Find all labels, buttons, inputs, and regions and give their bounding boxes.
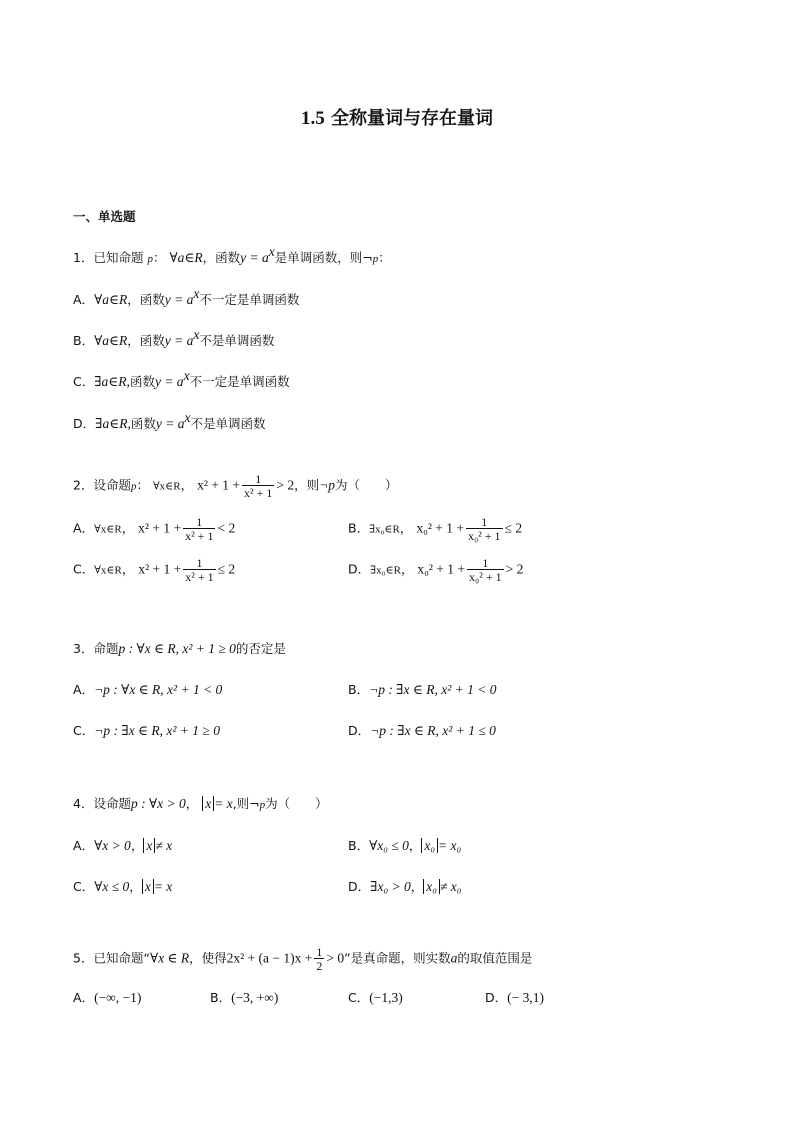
question-2-option-a: A．∀x∈R， x² + 1 + $\frac{1}{\text{x² + 1}}$ < 2 [73,515,236,543]
question-2-option-c: C．∀x∈R， x² + 1 + $\frac{1}{\text{x² + 1}}$ ≤ 2 [73,556,236,584]
question-3-stem: 3．命题p : ∀x ∈ R, x² + 1 ≥ 0的否定是 [73,641,286,656]
question-2-option-d: D．∃x₀∈R， x₀² + 1 + $\frac{1}{\text{x₀² + 1}}$ > 2 [348,556,524,584]
page-title: 1.5 全称量词与存在量词 [300,108,494,129]
question-4-stem: 4．设命题p : ∀x > 0， x = x,则¬p为（ ） [73,796,328,811]
section-heading: 一、单选题 [73,209,136,224]
question-1-option-c: C．∃a∈R,函数$y = a^x$不一定是单调函数 [73,368,290,389]
question-5-option-b: B．(−3, +∞) [210,990,279,1005]
question-3-option-d: D．¬p : ∃x ∈ R, x² + 1 ≤ 0 [348,723,496,738]
question-2-stem: 2．设命题p： ∀x∈R， x² + 1 + $\frac{1}{\text{x² + 1}}$ > 2，则¬p为（ ） [73,472,398,500]
question-5-stem: 5．已知命题“∀x ∈ R，使得2x² + (a − 1)x + $\frac{1}{2}$ > 0”是真命题，则实数a的取值范围是 [73,945,533,973]
question-5-option-d: D．(− 3,1) [485,990,544,1005]
question-1-stem: 1．已知命题 p： ∀a∈R，函数$y = a^x$是单调函数，则¬p： [73,244,391,265]
question-3-option-b: B．¬p : ∃x ∈ R, x² + 1 < 0 [348,682,497,697]
question-5-option-c: C．(−1,3) [348,990,403,1005]
question-2-option-b: B．∃x₀∈R， x₀² + 1 + $\frac{1}{\text{x₀² + 1}}$ ≤ 2 [348,515,523,543]
question-1-option-b: B．∀a∈R，函数$y = a^x$不是单调函数 [73,327,275,348]
question-3-option-a: A．¬p : ∀x ∈ R, x² + 1 < 0 [73,682,223,697]
question-4-option-d: D．∃x₀ > 0， x₀ ≠ x₀ [348,879,462,894]
question-4-option-b: B．∀x₀ ≤ 0， x₀ = x₀ [348,838,462,853]
fraction: $\frac{1}{\text{x² + 1}}$ [244,472,273,500]
question-1-option-d: D．∃a∈R,函数$y = a^x$不是单调函数 [73,410,266,431]
question-4-option-a: A．∀x > 0， x ≠ x [73,838,173,853]
question-4-option-c: C．∀x ≤ 0， x = x [73,879,173,894]
question-3-option-c: C．¬p : ∃x ∈ R, x² + 1 ≥ 0 [73,723,220,738]
question-1-option-a: A．∀a∈R，函数$y = a^x$不一定是单调函数 [73,286,300,307]
question-5-option-a: A．(−∞, −1) [73,990,142,1005]
